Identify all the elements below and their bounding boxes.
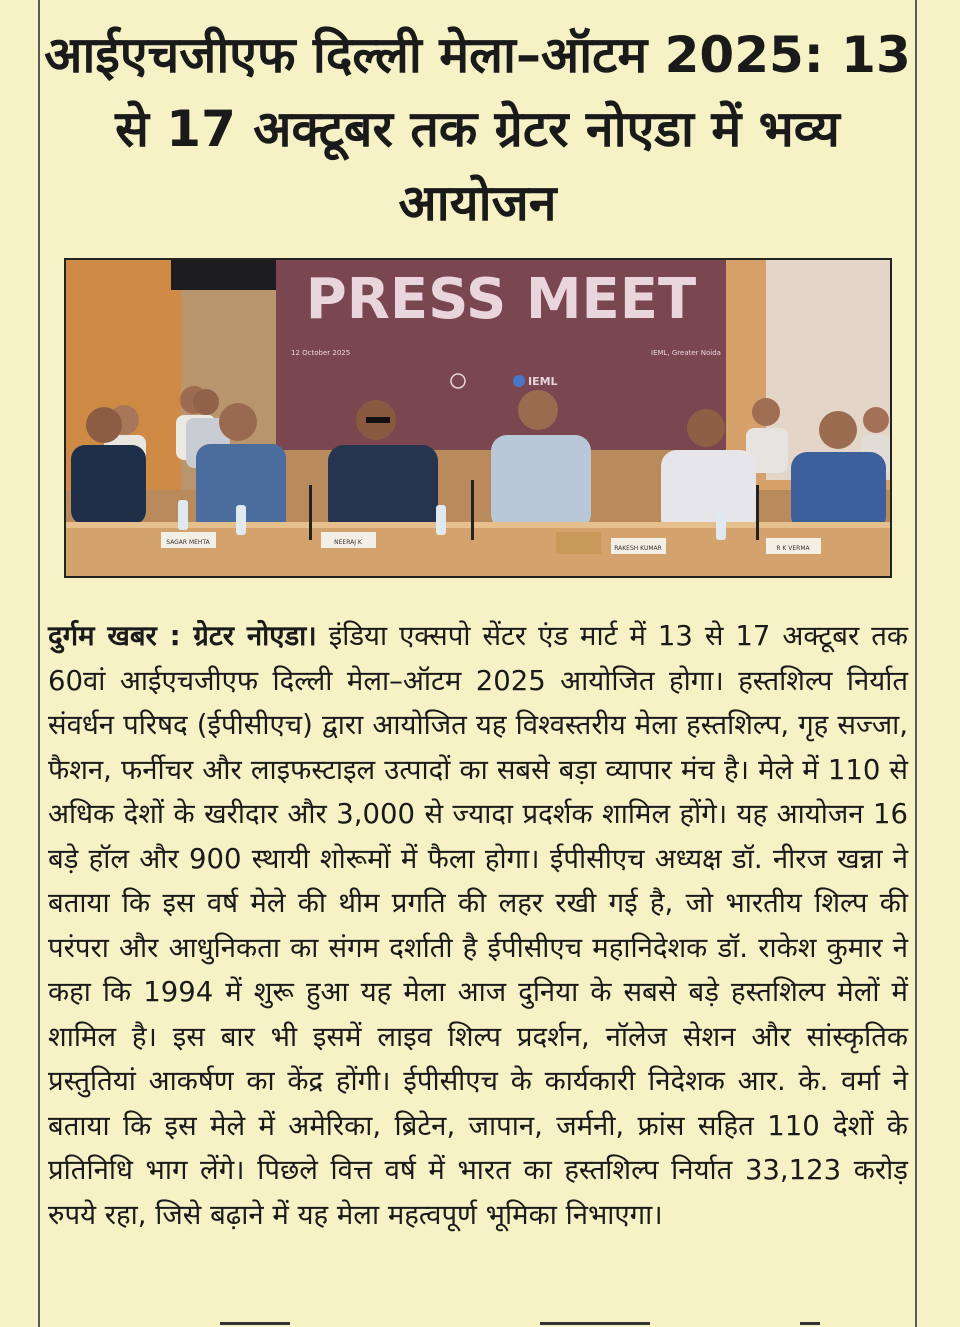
name-card-text: R K VERMA bbox=[776, 545, 810, 552]
article-headline: आईएचजीएफ दिल्ली मेला–ऑटम 2025: 13 से 17 अक्टूबर तक ग्रेटर नोएडा में भव्य आयोजन bbox=[44, 26, 911, 232]
article-body bbox=[48, 614, 908, 1237]
bottom-cut-text bbox=[40, 1318, 915, 1327]
banner-date: 12 October 2025 bbox=[291, 349, 351, 357]
banner-logo-text: IEML bbox=[528, 375, 558, 388]
article-body-text: इंडिया एक्सपो सेंटर एंड मार्ट में 13 से 17 अक्टूबर तक 60वां आईएचजीएफ दिल्ली मेला–ऑटम 2025 आयोजित होगा। हस्तशिल्प निर्यात संवर्धन परिषद (ईपीसीएच) द्वारा आयोजित यह विश्वस्तरीय मेला हस्तशिल्प, गृह सज्जा, फैशन, फर्नीचर और लाइफस्टाइल उत्पादों का सबसे बड़ा व्यापार मंच है। मेले में 110 से अधिक देशों के खरीदार और 3,000 से ज्यादा प्रदर्शक शामिल होंगे। यह आयोजन 16 बड़े हॉल और 900 स्थायी शोरूमों में फैला होगा। ईपीसीएच अध्यक्ष डॉ. नीरज खन्ना ने बताया कि इस वर्ष मेले की थीम प्रगति की लहर रखी गई है, जो भारतीय शिल्प की परंपरा और आधुनिकता का संगम दर्शाती है ईपीसीएच महानिदेशक डॉ. राकेश कुमार ने कहा कि 1994 में शुरू हुआ यह मेला आज दुनिया के सबसे बड़े हस्तशिल्प मेलों में शामिल है। इस बार भी इसमें लाइव शिल्प प्रदर्शन, नॉलेज सेशन और सांस्कृतिक प्रस्तुतियां आकर्षण का केंद्र होंगी। ईपीसीएच के कार्यकारी निदेशक आर. के. वर्मा ने बताया कि इस मेले में अमेरिका, ब्रिटेन, जापान, जर्मनी, फ्रांस सहित 110 देशों के प्रतिनिधि भाग लेंगे। पिछले वित्त वर्ष में भारत का हस्तशिल्प निर्यात 33,123 करोड़ रुपये रहा, जिसे बढ़ाने में यह मेला महत्वपूर्ण भूमिका निभाएगा। bbox=[48, 620, 908, 1231]
name-card-text: RAKESH KUMAR bbox=[614, 545, 662, 552]
column-rule-right bbox=[915, 0, 917, 1327]
ieml-logo-icon bbox=[513, 375, 525, 387]
press-meet-photo-art bbox=[66, 260, 890, 576]
banner-title: PRESS MEET bbox=[305, 267, 697, 332]
name-card-text: NEERAJ K bbox=[334, 539, 362, 546]
press-meet-photo bbox=[64, 258, 892, 578]
article-dateline: दुर्गम खबर : ग्रेटर नोएडा। bbox=[48, 620, 317, 652]
name-card-text: SAGAR MEHTA bbox=[166, 539, 210, 546]
banner-venue: IEML, Greater Noida bbox=[651, 349, 721, 357]
